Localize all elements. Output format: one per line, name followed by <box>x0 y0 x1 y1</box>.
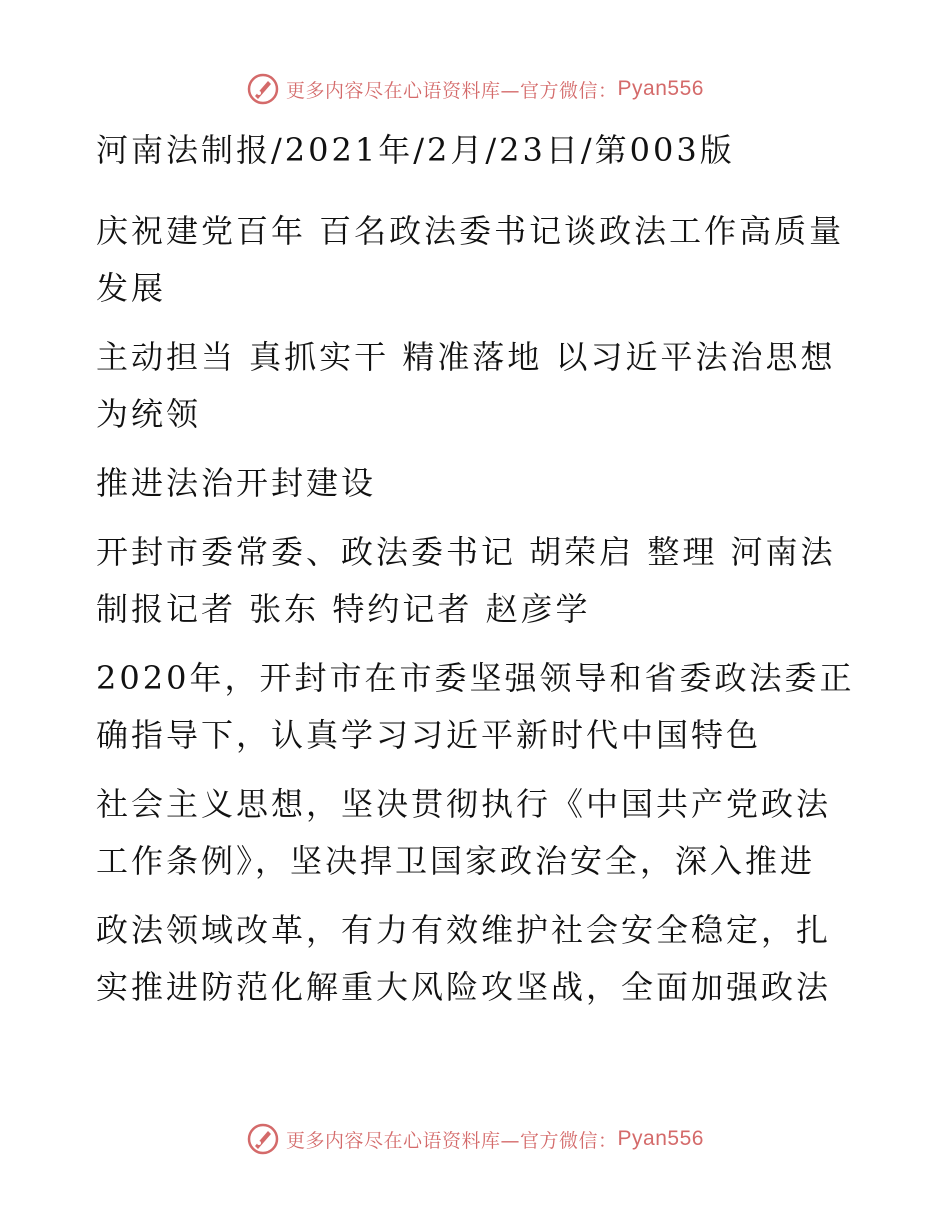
body-paragraph: 社会主义思想，坚决贯彻执行《中国共产党政法工作条例》，坚决捍卫国家政治安全，深入推进 <box>96 785 832 880</box>
watermark-text: 更多内容尽在心语资料库—官方微信： <box>286 79 618 102</box>
watermark-footer <box>0 1122 950 1156</box>
article-headline: 主动担当 真抓实干 精准落地 以习近平法治思想为统领 <box>96 338 836 433</box>
document-body <box>96 122 856 1028</box>
pen-circle-logo-icon <box>246 72 280 106</box>
watermark-header <box>0 72 950 106</box>
pen-circle-logo-icon <box>246 1122 280 1156</box>
column-title: 庆祝建党百年 百名政法委书记谈政法工作高质量发展 <box>96 212 845 307</box>
body-paragraph: 政法领域改革，有力有效维护社会安全稳定，扎实推进防范化解重大风险攻坚战，全面加强政法 <box>96 911 832 1006</box>
article-subheadline: 推进法治开封建设 <box>96 464 377 502</box>
watermark-wechat-id: Pyan556 <box>617 1127 704 1150</box>
newspaper-source-line: 河南法制报/2021年/2月/23日/第003版 <box>96 131 735 169</box>
body-paragraph: 2020年，开封市在市委坚强领导和省委政法委正确指导下，认真学习习近平新时代中国特色 <box>96 659 855 754</box>
byline: 开封市委常委、政法委书记 胡荣启 整理 河南法制报记者 张东 特约记者 赵彦学 <box>96 533 836 628</box>
watermark-text: 更多内容尽在心语资料库—官方微信： <box>286 1129 618 1152</box>
watermark-wechat-id: Pyan556 <box>617 77 704 100</box>
